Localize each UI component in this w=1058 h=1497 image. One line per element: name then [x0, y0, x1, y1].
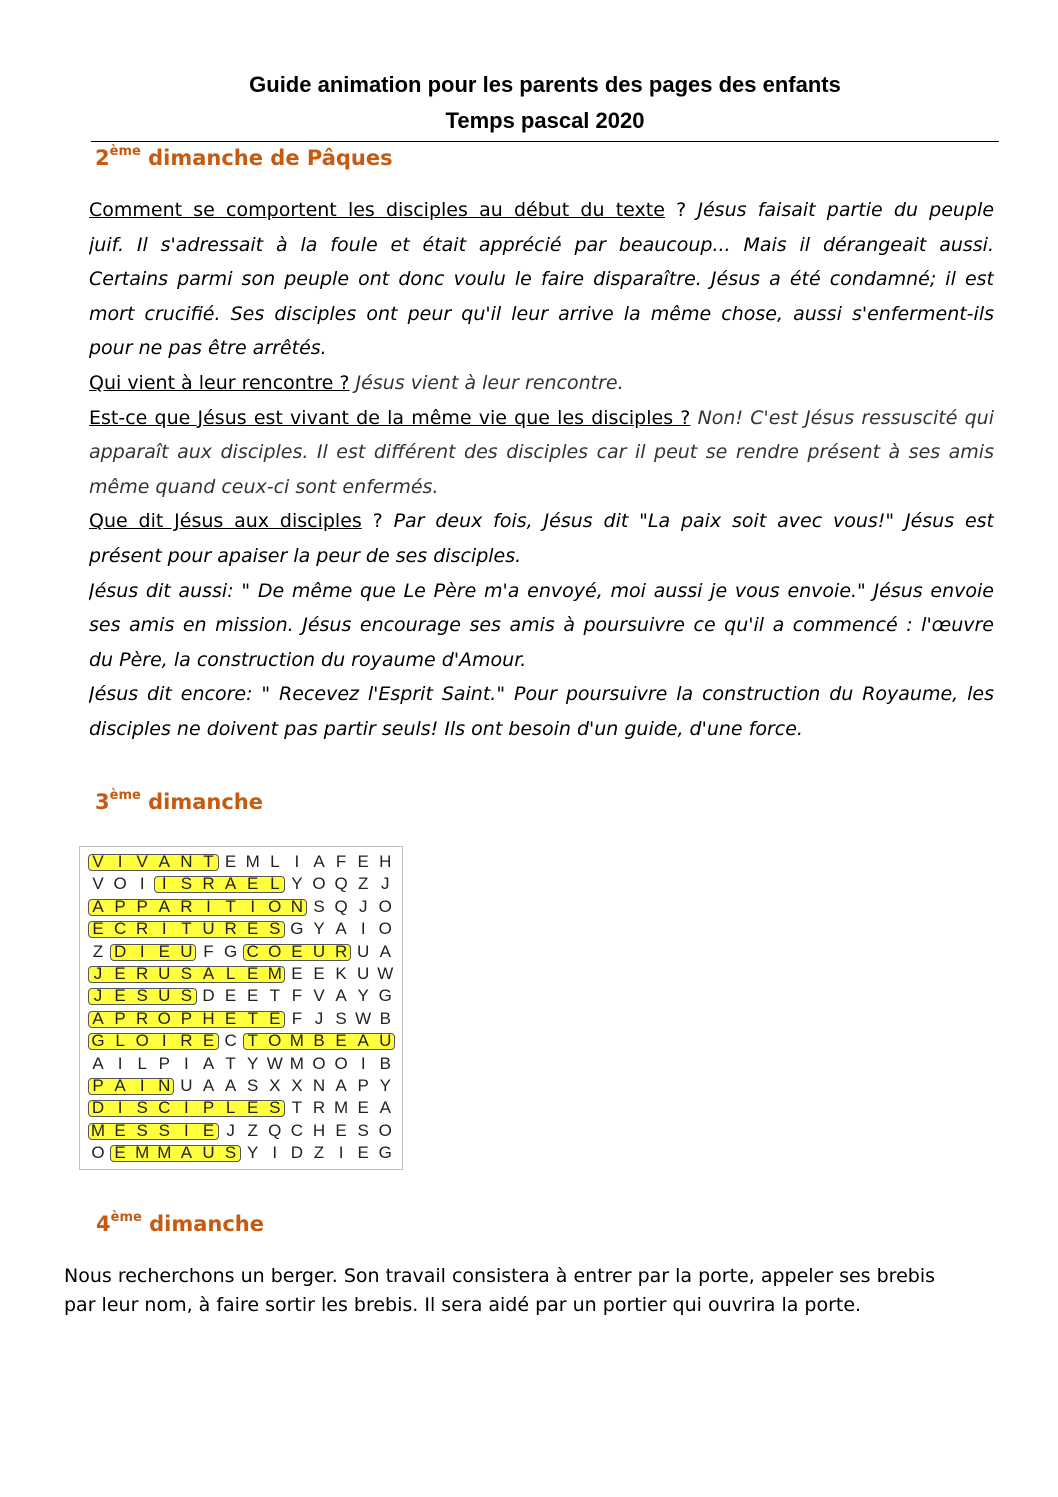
answer-text: même quand ceux-ci sont enfermés.	[89, 475, 439, 498]
heading-superscript: ème	[109, 788, 141, 803]
grid-letter: S	[357, 1120, 369, 1140]
grid-letter: E	[247, 986, 259, 1006]
grid-letter: S	[335, 1008, 347, 1028]
grid-letter: J	[93, 986, 103, 1006]
grid-letter: F	[335, 852, 347, 871]
section-heading-2	[95, 146, 393, 170]
grid-letter: M	[267, 964, 282, 983]
grid-letter: O	[312, 874, 326, 894]
text-line	[89, 714, 994, 744]
grid-letter: H	[312, 1120, 326, 1140]
grid-letter: W	[355, 1008, 372, 1028]
question-text: Comment se comportent les disciples au début du texte	[89, 199, 665, 221]
grid-letter: A	[158, 852, 170, 871]
grid-letter: O	[91, 1143, 105, 1163]
grid-letter: A	[180, 1143, 193, 1163]
text-line	[89, 437, 994, 467]
grid-letter: I	[117, 1053, 123, 1073]
answer-text: pour ne pas être arrêtés.	[89, 337, 327, 360]
answer-text: Non! C'est Jésus ressuscité qui	[697, 406, 994, 429]
grid-letter: E	[224, 852, 237, 871]
grid-letter: C	[224, 1031, 237, 1051]
grid-letter: M	[157, 1143, 172, 1163]
grid-letter: J	[381, 874, 390, 894]
grid-letter: Y	[379, 1076, 391, 1095]
grid-letter: L	[137, 1053, 147, 1073]
grid-letter: O	[135, 1031, 149, 1051]
text-span: ?	[664, 199, 698, 221]
grid-letter: Z	[357, 874, 369, 894]
grid-letter: U	[202, 919, 215, 939]
grid-letter: J	[93, 964, 103, 983]
grid-letter: N	[290, 896, 304, 916]
grid-letter: A	[335, 986, 347, 1006]
grid-letter: G	[290, 919, 304, 939]
text-line	[89, 264, 994, 294]
heading-number: 2	[95, 146, 110, 170]
answer-text: mort crucifié. Ses disciples ont peur qu'il leur arrive la même chose, aussi s'enferment-ils	[89, 302, 994, 325]
grid-letter: S	[269, 919, 281, 939]
grid-letter: A	[158, 896, 170, 916]
title-divider	[91, 141, 999, 142]
grid-letter: A	[224, 874, 237, 894]
grid-letter: O	[378, 1120, 392, 1140]
text-line	[89, 576, 994, 606]
grid-letter: O	[157, 1008, 171, 1028]
grid-letter: Y	[313, 919, 325, 939]
section4-paragraph-line2: par leur nom, à faire sortir les brebis. Il sera aidé par un portier qui ouvrira la porte.	[64, 1294, 862, 1316]
grid-letter: P	[114, 896, 126, 916]
grid-letter: W	[266, 1053, 283, 1073]
grid-letter: I	[184, 1098, 189, 1118]
question-text: Est-ce que Jésus est vivant de la même vie que les disciples ?	[89, 406, 691, 429]
grid-letter: M	[135, 1143, 150, 1163]
grid-letter: D	[202, 986, 215, 1006]
heading-number: 4	[96, 1212, 111, 1236]
section4-paragraph-line1: Nous recherchons un berger. Son travail consistera à entrer par la porte, appeler ses brebis	[64, 1265, 936, 1287]
grid-letter: E	[247, 964, 259, 983]
grid-letter: L	[225, 964, 236, 983]
grid-letter: M	[289, 1053, 304, 1073]
answer-text: présent pour apaiser la peur de ses disciples.	[89, 545, 522, 567]
grid-letter: I	[117, 852, 123, 871]
grid-letter: R	[334, 941, 348, 961]
grid-letter: E	[247, 1098, 259, 1118]
grid-letter: J	[314, 1008, 324, 1028]
grid-letter: I	[161, 874, 167, 894]
grid-letter: R	[180, 1031, 193, 1051]
grid-letter: J	[226, 1120, 235, 1140]
grid-letter: U	[180, 941, 193, 961]
grid-letter: A	[202, 1076, 215, 1095]
grid-letter: M	[289, 1031, 304, 1051]
grid-letter: I	[139, 874, 145, 894]
answer-text: Jésus faisait partie du peuple	[697, 199, 994, 221]
grid-letter: O	[113, 874, 127, 894]
grid-letter: T	[203, 852, 214, 871]
grid-letter: Z	[313, 1143, 325, 1163]
grid-letter: S	[136, 1120, 148, 1140]
grid-letter: E	[291, 941, 303, 961]
grid-letter: E	[335, 1031, 347, 1051]
grid-letter: I	[117, 1098, 123, 1118]
grid-letter: I	[360, 1053, 366, 1073]
answer-text: du Père, la construction du royaume d'Amour.	[89, 648, 527, 671]
grid-letter: T	[225, 896, 236, 916]
grid-letter: T	[181, 919, 192, 939]
grid-letter: O	[378, 896, 392, 916]
grid-letter: E	[247, 874, 259, 894]
grid-letter: L	[270, 852, 280, 871]
grid-letter: I	[184, 1053, 189, 1073]
grid-letter: L	[270, 874, 280, 894]
grid-letter: X	[291, 1076, 303, 1095]
grid-letter: I	[360, 919, 366, 939]
grid-letter: A	[313, 852, 325, 871]
grid-letter: J	[358, 896, 368, 916]
question-text: Qui vient à leur rencontre ?	[89, 372, 350, 394]
grid-letter: E	[247, 919, 259, 939]
heading-number: 3	[95, 790, 110, 814]
answer-text: apparaît aux disciples. Il est différent des disciples car il peut se rendre présent à ses amis	[89, 441, 994, 464]
answer-text: ses amis en mission. Jésus encourage ses amis à poursuivre ce qu'il a commencé : l'œuvre	[89, 614, 994, 637]
grid-letter: F	[291, 986, 303, 1006]
grid-letter: F	[203, 941, 214, 961]
grid-letter: R	[136, 1008, 149, 1028]
text-line	[89, 195, 994, 225]
grid-letter: O	[334, 1053, 348, 1073]
section-heading-3	[95, 790, 263, 814]
text-line	[89, 679, 994, 709]
grid-letter: R	[180, 896, 193, 916]
grid-letter: Y	[357, 986, 369, 1006]
heading-text: dimanche de Pâques	[140, 146, 393, 170]
grid-letter: A	[379, 1098, 391, 1118]
grid-letter: I	[161, 1031, 167, 1051]
grid-letter: A	[92, 1008, 104, 1028]
grid-letter: G	[378, 1143, 392, 1163]
text-line	[89, 368, 994, 398]
grid-letter: S	[158, 1120, 170, 1140]
grid-letter: S	[180, 964, 193, 983]
grid-letter: E	[357, 1098, 369, 1118]
grid-letter: O	[268, 896, 282, 916]
question-text: Que dit Jésus aux disciples	[89, 510, 362, 533]
grid-letter: V	[92, 852, 104, 871]
grid-letter: N	[158, 1076, 171, 1095]
grid-letter: E	[224, 986, 237, 1006]
text-span: ?	[361, 510, 394, 533]
grid-letter: O	[268, 1031, 282, 1051]
grid-letter: S	[180, 874, 193, 894]
grid-letter: U	[312, 941, 326, 961]
grid-letter: S	[136, 986, 148, 1006]
grid-letter: U	[379, 1031, 392, 1051]
grid-letter: H	[379, 852, 392, 871]
grid-letter: C	[158, 1098, 171, 1118]
text-line	[89, 230, 994, 260]
grid-letter: D	[113, 941, 127, 961]
grid-letter: M	[334, 1098, 349, 1118]
grid-letter: K	[335, 964, 347, 983]
grid-letter: P	[158, 1053, 170, 1073]
grid-letter: E	[357, 1143, 369, 1163]
grid-letter: P	[114, 1008, 126, 1028]
grid-letter: G	[378, 986, 392, 1006]
grid-letter: A	[224, 1076, 237, 1095]
grid-letter: O	[268, 941, 282, 961]
text-line	[89, 610, 994, 640]
text-span	[690, 407, 697, 429]
grid-letter: V	[136, 852, 148, 871]
grid-letter: T	[291, 1098, 303, 1118]
grid-letter: V	[92, 874, 104, 894]
grid-letter: S	[247, 1076, 259, 1095]
grid-letter: A	[92, 1053, 104, 1073]
grid-letter: Z	[247, 1120, 258, 1140]
grid-letter: T	[269, 986, 280, 1006]
grid-letter: S	[269, 1098, 281, 1118]
answer-text: Jésus vient à leur rencontre.	[355, 372, 624, 394]
grid-letter: U	[202, 1143, 215, 1163]
grid-letter: S	[180, 986, 193, 1006]
section-heading-4	[96, 1212, 264, 1236]
answer-text: Certains parmi son peuple ont donc voulu le faire disparaître. Jésus a été condamné; il est	[89, 268, 994, 291]
grid-letter: Y	[291, 874, 303, 894]
grid-letter: B	[379, 1053, 391, 1073]
grid-letter: G	[91, 1031, 105, 1051]
grid-letter: I	[139, 941, 145, 961]
grid-letter: P	[136, 896, 148, 916]
grid-letter: I	[206, 896, 211, 916]
grid-letter: A	[379, 941, 391, 961]
grid-letter: Z	[92, 941, 104, 961]
grid-letter: C	[246, 941, 259, 961]
grid-letter: P	[92, 1076, 104, 1095]
grid-letter: O	[378, 919, 392, 939]
grid-letter: E	[291, 964, 303, 983]
text-line	[89, 541, 994, 571]
text-line	[89, 403, 994, 433]
grid-letter: D	[290, 1143, 304, 1163]
grid-letter: L	[225, 1098, 236, 1118]
grid-letter: R	[202, 874, 215, 894]
grid-letter: N	[312, 1076, 326, 1095]
grid-letter: B	[313, 1031, 325, 1051]
document-title-line2: Temps pascal 2020	[445, 108, 645, 133]
answer-text: Jésus dit aussi: " De même que Le Père m'a envoyé, moi aussi je vous envoie." Jésus envoie	[89, 579, 994, 602]
text-line	[89, 472, 994, 502]
grid-letter: A	[114, 1076, 126, 1095]
grid-letter: E	[269, 1008, 281, 1028]
grid-letter: W	[377, 964, 394, 983]
grid-letter: L	[115, 1031, 125, 1051]
grid-letter: A	[335, 1076, 347, 1095]
grid-letter: E	[357, 852, 369, 871]
grid-letter: Q	[268, 1120, 282, 1140]
grid-letter: M	[245, 852, 260, 871]
grid-letter: N	[180, 852, 193, 871]
grid-letter: A	[335, 919, 347, 939]
grid-letter: E	[335, 1120, 347, 1140]
grid-letter: C	[290, 1120, 304, 1140]
document-title-line1: Guide animation pour les parents des pages des enfants	[249, 72, 841, 97]
grid-letter: B	[379, 1008, 391, 1028]
grid-letter: P	[180, 1008, 193, 1028]
grid-letter: E	[202, 1031, 215, 1051]
grid-letter: I	[272, 1143, 278, 1163]
grid-letter: R	[224, 919, 237, 939]
grid-letter: Y	[247, 1143, 259, 1163]
grid-letter: P	[357, 1076, 369, 1095]
grid-letter: H	[202, 1008, 215, 1028]
grid-letter: O	[312, 1053, 326, 1073]
grid-letter: E	[114, 1120, 126, 1140]
text-line	[89, 333, 994, 363]
grid-letter: S	[136, 1098, 148, 1118]
heading-text: dimanche	[141, 1212, 264, 1236]
grid-letter: R	[312, 1098, 326, 1118]
grid-letter: G	[223, 941, 238, 961]
grid-letter: E	[114, 1143, 126, 1163]
grid-letter: M	[90, 1120, 106, 1140]
heading-text: dimanche	[140, 790, 263, 814]
grid-letter: E	[114, 986, 126, 1006]
grid-letter: E	[224, 1008, 237, 1028]
grid-letter: Y	[247, 1053, 259, 1073]
grid-letter: I	[184, 1120, 189, 1140]
grid-letter: Q	[334, 896, 348, 916]
grid-letter: S	[313, 896, 325, 916]
grid-letter: E	[158, 941, 170, 961]
grid-letter: I	[250, 896, 256, 916]
grid-letter: I	[294, 852, 300, 871]
grid-letter: S	[224, 1143, 237, 1163]
grid-letter: U	[158, 964, 171, 983]
grid-letter: E	[313, 964, 325, 983]
grid-letter: R	[136, 919, 149, 939]
heading-superscript: ème	[110, 1210, 142, 1225]
grid-letter: A	[202, 1053, 215, 1073]
grid-letter: U	[158, 986, 171, 1006]
grid-letter: A	[357, 1031, 369, 1051]
grid-letter: X	[269, 1076, 281, 1095]
grid-letter: E	[92, 919, 104, 939]
grid-letter: D	[91, 1098, 105, 1118]
heading-superscript: ème	[109, 144, 141, 159]
grid-letter: U	[357, 964, 370, 983]
grid-letter: C	[113, 919, 127, 939]
grid-letter: T	[247, 1031, 258, 1051]
grid-letter: P	[202, 1098, 215, 1118]
grid-letter: Q	[334, 874, 348, 894]
grid-letter: A	[202, 964, 215, 983]
text-line	[89, 506, 994, 536]
grid-letter: F	[291, 1008, 303, 1028]
grid-letter: A	[92, 896, 104, 916]
text-line	[89, 299, 994, 329]
text-line	[89, 645, 994, 675]
grid-letter: I	[338, 1143, 344, 1163]
answer-text: Jésus dit encore: " Recevez l'Esprit Saint." Pour poursuivre la construction du Royaume, les	[89, 683, 994, 706]
grid-letter: E	[114, 964, 126, 983]
grid-letter: I	[161, 919, 167, 939]
answer-text: disciples ne doivent pas partir seuls! Ils ont besoin d'un guide, d'une force.	[89, 718, 803, 740]
answer-text: Par deux fois, Jésus dit "La paix soit avec vous!" Jésus est	[393, 510, 994, 533]
grid-letter: V	[313, 986, 325, 1006]
grid-letter: I	[139, 1076, 145, 1095]
grid-letter: T	[225, 1053, 236, 1073]
grid-letter: T	[247, 1008, 258, 1028]
grid-letter: R	[136, 964, 149, 983]
answer-text: juif. Il s'adressait à la foule et était apprécié par beaucoup... Mais il dérangeait aussi.	[89, 233, 994, 256]
grid-letter: U	[180, 1076, 193, 1095]
grid-letter: E	[202, 1120, 215, 1140]
grid-letter: U	[357, 941, 370, 961]
